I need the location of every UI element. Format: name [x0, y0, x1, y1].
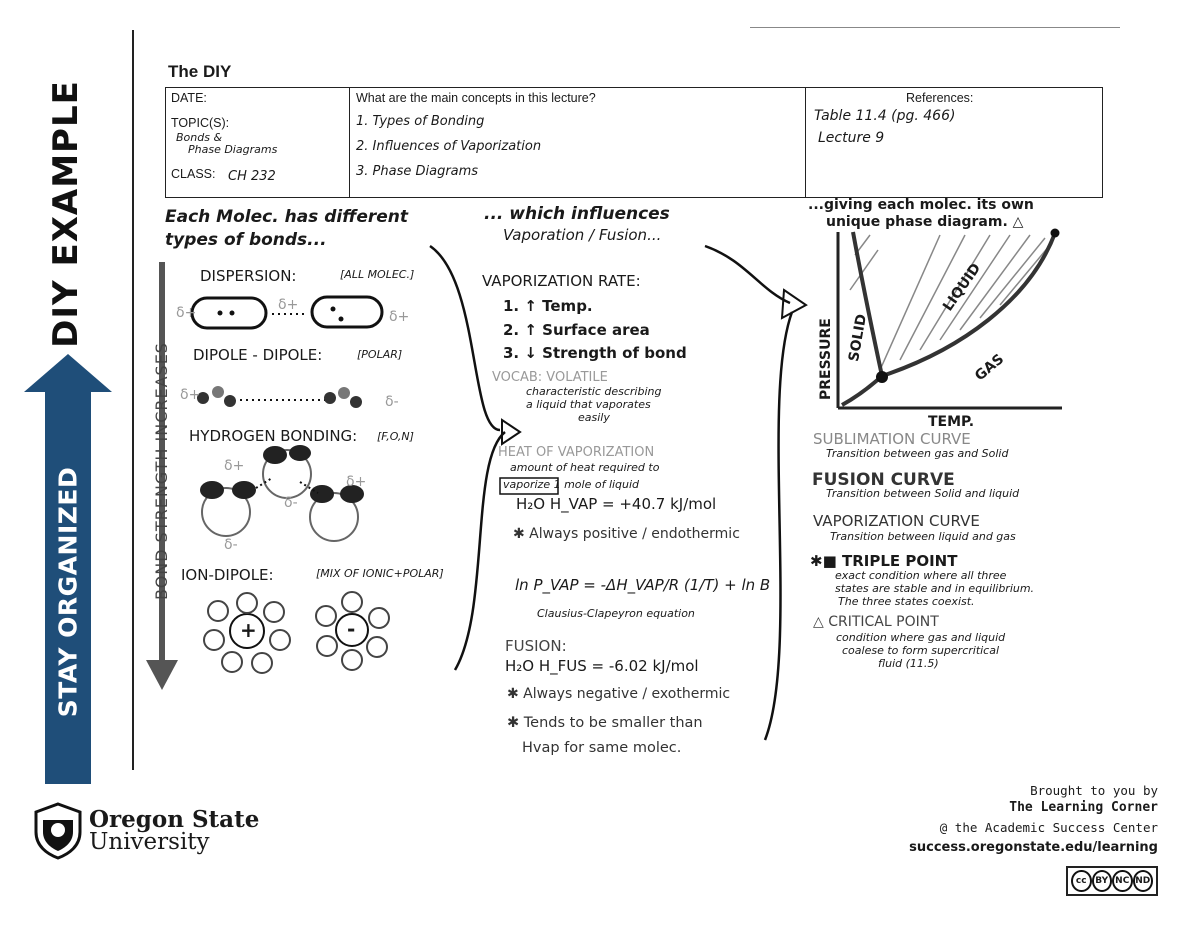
critical-point-title: △ CRITICAL POINT [813, 614, 939, 630]
osu-wordmark [89, 806, 260, 855]
delta-minus: δ- [224, 537, 238, 553]
vocab-title: VOCAB: VOLATILE [492, 370, 608, 385]
hfus-note-2: ✱ Tends to be smaller than [507, 715, 703, 731]
vocab-def: easily [578, 411, 610, 424]
pressure-axis-label: PRESSURE [818, 318, 834, 400]
learning-url[interactable]: success.oregonstate.edu/learning [909, 840, 1158, 855]
col2-heading-2: Vaporation / Fusion... [503, 226, 662, 244]
col3-heading-1: ...giving each molec. its own [808, 197, 1034, 213]
hvap-value: H₂O H_VAP = +40.7 kJ/mol [516, 495, 717, 513]
rate-item: 3. ↓ Strength of bond [503, 344, 687, 362]
triple-point-def: exact condition where all three [835, 569, 1007, 582]
hfus-value: H₂O H_FUS = -6.02 kJ/mol [505, 657, 699, 675]
ion-dipole-tag: [MIX OF IONIC+POLAR] [316, 567, 444, 580]
col2-heading-1: ... which influences [484, 204, 670, 224]
date-label: DATE: [171, 91, 207, 105]
temp-axis-label: TEMP. [928, 414, 975, 430]
brought-to-you: Brought to you by [1030, 783, 1158, 798]
clausius-equation: ln P_VAP = -ΔH_VAP/R (1/T) + ln B [515, 576, 771, 594]
diy-example-label: DIY EXAMPLE [46, 80, 86, 348]
concept-item: 3. Phase Diagrams [356, 164, 479, 179]
fusion-curve-title: FUSION CURVE [812, 470, 955, 490]
page-title: The DIY [168, 62, 232, 81]
vaporization-curve-title: VAPORIZATION CURVE [813, 512, 980, 530]
vocab-def: characteristic describing [526, 385, 662, 398]
hydrogen-bonding-tag: [F,O,N] [377, 430, 414, 443]
osu-name-line-2: University [89, 829, 210, 855]
hfus-note: ✱ Always negative / exothermic [507, 686, 731, 702]
hydrogen-bonding-label: HYDROGEN BONDING: [189, 427, 358, 445]
critical-point-def: condition where gas and liquid [836, 631, 1006, 644]
bond-strength-axis-label: BOND STRENGTH INCREASES [152, 342, 171, 600]
dipole-label: DIPOLE - DIPOLE: [193, 346, 323, 364]
vocab-def: a liquid that vaporates [526, 398, 651, 411]
sublimation-def: Transition between gas and Solid [826, 447, 1009, 460]
cation-sign: + [240, 618, 257, 642]
delta-plus: δ+ [346, 474, 367, 490]
vaporization-curve-def: Transition between liquid and gas [830, 530, 1016, 543]
clausius-name: Clausius-Clapeyron equation [537, 607, 695, 620]
delta-minus: δ- [385, 394, 399, 410]
heat-def: amount of heat required to [510, 461, 660, 474]
reference-item: Lecture 9 [818, 130, 885, 146]
fusion-curve-def: Transition between Solid and liquid [826, 487, 1020, 500]
nc-icon: NC [1112, 870, 1133, 892]
concepts-question: What are the main concepts in this lecture? [356, 91, 596, 105]
triple-point-def: states are stable and in equilibrium. [835, 582, 1035, 595]
critical-point-def: coalese to form supercritical [842, 644, 1000, 657]
col1-heading-2: types of bonds... [165, 230, 327, 250]
down-arrow-icon [146, 660, 178, 690]
delta-plus: δ+ [176, 305, 197, 321]
fusion-title: FUSION: [505, 637, 567, 655]
academic-success-center: @ the Academic Success Center [939, 820, 1158, 835]
anion-sign: - [347, 617, 356, 641]
reference-item: Table 11.4 (pg. 466) [814, 108, 956, 124]
topics-value-2: Phase Diagrams [188, 143, 278, 156]
delta-minus: δ- [284, 495, 298, 511]
dispersion-label: DISPERSION: [200, 267, 297, 285]
sublimation-title: SUBLIMATION CURVE [813, 430, 971, 448]
hvap-note: ✱ Always positive / endothermic [513, 526, 740, 542]
delta-plus: δ+ [389, 309, 410, 325]
critical-point-def: fluid (11.5) [878, 657, 939, 670]
hfus-note-2: Hvap for same molec. [522, 740, 682, 756]
learning-corner: The Learning Corner [1009, 800, 1158, 815]
class-label: CLASS: [171, 167, 216, 181]
rate-item: 1. ↑ Temp. [503, 297, 593, 315]
by-icon: BY [1092, 870, 1113, 892]
vaporization-rate-title: VAPORIZATION RATE: [482, 272, 641, 290]
col3-heading-2: unique phase diagram. △ [826, 214, 1024, 230]
solid-region-label: SOLID [846, 312, 871, 363]
gas-region-label: GAS [972, 351, 1008, 385]
triple-point-def: The three states coexist. [838, 595, 975, 608]
cc-icon: cc [1071, 870, 1092, 892]
col1-heading-1: Each Molec. has different [165, 207, 409, 227]
delta-plus: δ+ [278, 297, 299, 313]
concept-item: 2. Influences of Vaporization [356, 139, 542, 154]
osu-logo [33, 802, 259, 860]
delta-plus: δ+ [180, 387, 201, 403]
heat-def: vaporize 1 mole of liquid [503, 478, 640, 491]
liquid-region-label: LIQUID [940, 260, 985, 315]
nd-icon: ND [1133, 870, 1154, 892]
dipole-tag: [POLAR] [357, 348, 403, 361]
topics-value-1: Bonds & [176, 131, 223, 144]
topics-label: TOPIC(S): [171, 116, 230, 130]
creative-commons-badge [1066, 866, 1158, 896]
delta-plus: δ+ [224, 458, 245, 474]
osu-name-line-1: Oregon State [89, 806, 260, 833]
concept-item: 1. Types of Bonding [356, 114, 485, 129]
heat-title: HEAT OF VAPORIZATION [498, 445, 655, 460]
triple-point-title: ✱■ TRIPLE POINT [810, 552, 958, 570]
references-label: References: [906, 91, 974, 105]
class-value: CH 232 [228, 169, 276, 184]
rate-item: 2. ↑ Surface area [503, 321, 650, 339]
ion-dipole-label: ION-DIPOLE: [181, 566, 274, 584]
dispersion-tag: [ALL MOLEC.] [340, 268, 415, 281]
stay-organized-label: STAY ORGANIZED [53, 466, 83, 718]
osu-seal-icon [33, 802, 83, 860]
